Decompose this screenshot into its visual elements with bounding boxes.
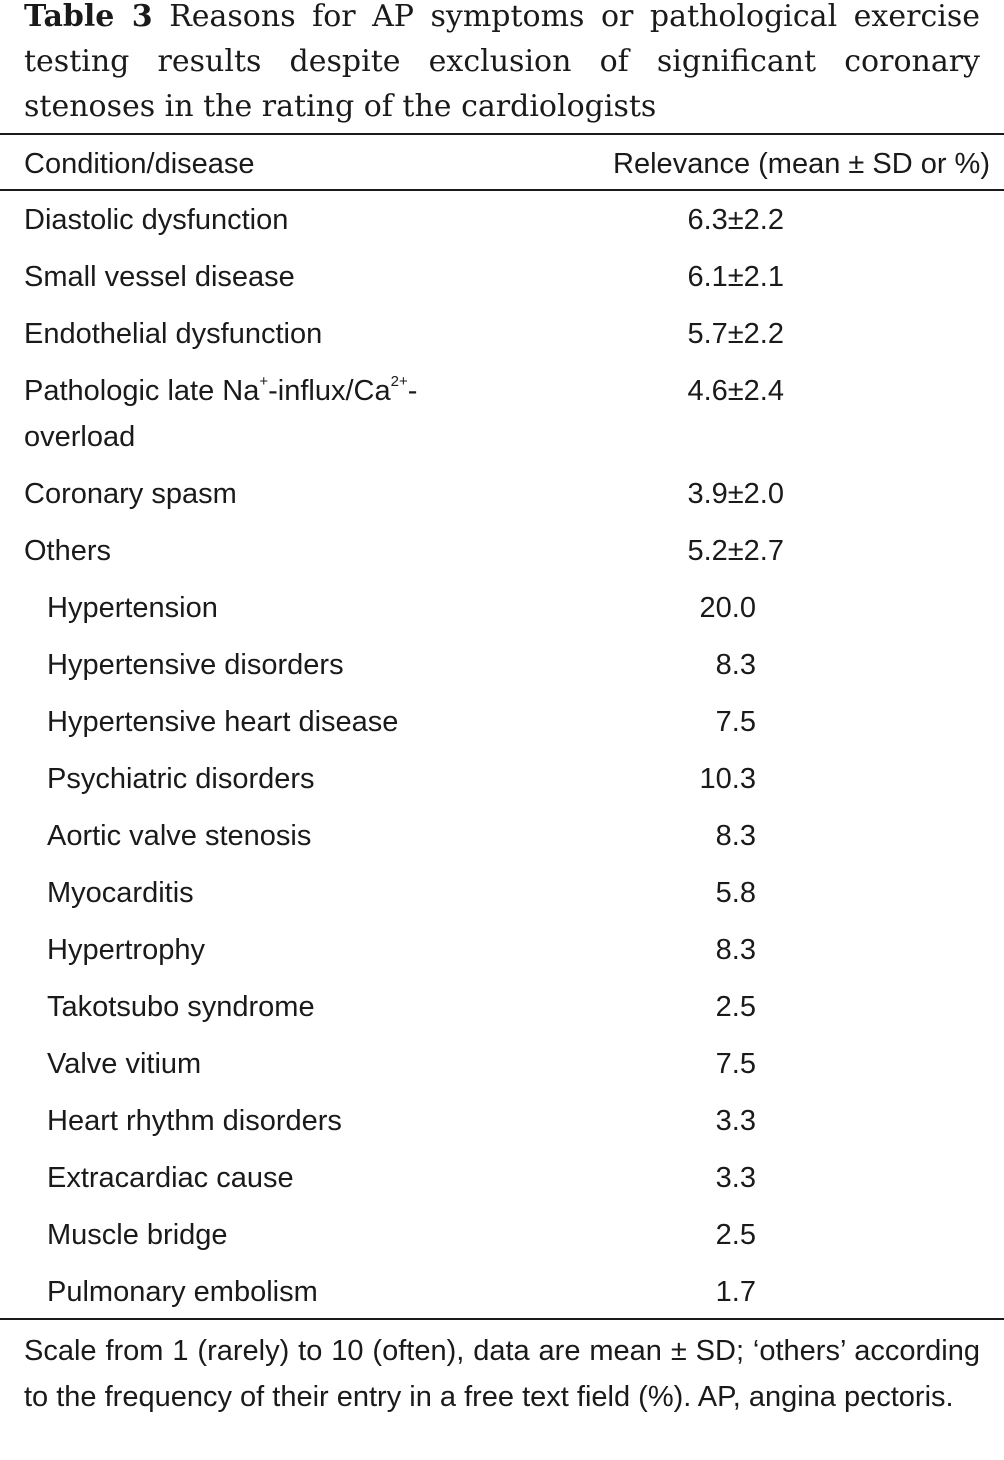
condition-cell: Takotsubo syndrome xyxy=(47,991,315,1023)
relevance-cell: 8.3 xyxy=(715,820,756,852)
relevance-cell: 8.3 xyxy=(715,649,756,681)
header-relevance: Relevance (mean ± SD or %) xyxy=(613,148,990,180)
relevance-cell: 3.9±2.0 xyxy=(687,478,784,510)
table-caption xyxy=(24,0,980,129)
relevance-cell: 20.0 xyxy=(699,592,756,624)
condition-cell: Hypertension xyxy=(47,592,218,624)
condition-cell: Others xyxy=(24,535,112,567)
relevance-cell: 7.5 xyxy=(715,1048,756,1080)
condition-cell xyxy=(24,368,544,460)
condition-cell: Endothelial dysfunction xyxy=(24,318,323,350)
condition-cell: Heart rhythm disorders xyxy=(47,1105,342,1137)
table-top-rule xyxy=(0,133,1004,135)
condition-cell: Pulmonary embolism xyxy=(47,1276,318,1308)
condition-cell: Hypertensive heart disease xyxy=(47,706,399,738)
relevance-cell: 6.1±2.1 xyxy=(687,261,784,293)
table-label: Table 3 xyxy=(24,0,153,34)
table-bottom-rule xyxy=(0,1318,1004,1320)
condition-cell: Psychiatric disorders xyxy=(47,763,315,795)
condition-text-part: - xyxy=(407,375,418,407)
relevance-cell: 4.6±2.4 xyxy=(687,375,784,407)
relevance-cell: 1.7 xyxy=(715,1276,756,1308)
relevance-cell: 5.2±2.7 xyxy=(687,535,784,567)
relevance-cell: 3.3 xyxy=(715,1105,756,1137)
condition-cell: Small vessel disease xyxy=(24,261,295,293)
condition-text-part: overload xyxy=(24,421,136,453)
condition-text-part: Pathologic late Na xyxy=(24,375,260,407)
header-condition: Condition/disease xyxy=(24,148,255,180)
condition-cell: Myocarditis xyxy=(47,877,194,909)
condition-cell: Hypertensive disorders xyxy=(47,649,344,681)
condition-cell: Valve vitium xyxy=(47,1048,202,1080)
relevance-cell: 5.7±2.2 xyxy=(687,318,784,350)
relevance-cell: 6.3±2.2 xyxy=(687,204,784,236)
superscript-2plus: 2+ xyxy=(390,373,408,390)
condition-cell: Coronary spasm xyxy=(24,478,237,510)
condition-cell: Diastolic dysfunction xyxy=(24,204,289,236)
condition-cell: Hypertrophy xyxy=(47,934,205,966)
table-caption-text: Reasons for AP symptoms or pathological exercise testing results despite exclusion of significant coronary stenoses in the rating of the cardiologists xyxy=(24,0,980,124)
condition-text-part: -influx/Ca xyxy=(268,375,391,407)
condition-cell: Aortic valve stenosis xyxy=(47,820,312,852)
relevance-cell: 8.3 xyxy=(715,934,756,966)
superscript-plus: + xyxy=(259,373,269,390)
relevance-cell: 3.3 xyxy=(715,1162,756,1194)
relevance-cell: 2.5 xyxy=(715,991,756,1023)
table-header-rule xyxy=(0,189,1004,191)
table-footnote: Scale from 1 (rarely) to 10 (often), data are mean ± SD; ‘others’ according to the frequency of their entry in a free text field (%). AP, angina pectoris. xyxy=(24,1335,980,1413)
relevance-cell: 10.3 xyxy=(699,763,756,795)
relevance-cell: 2.5 xyxy=(715,1219,756,1251)
condition-cell: Extracardiac cause xyxy=(47,1162,294,1194)
condition-cell: Muscle bridge xyxy=(47,1219,228,1251)
relevance-cell: 7.5 xyxy=(715,706,756,738)
relevance-cell: 5.8 xyxy=(715,877,756,909)
